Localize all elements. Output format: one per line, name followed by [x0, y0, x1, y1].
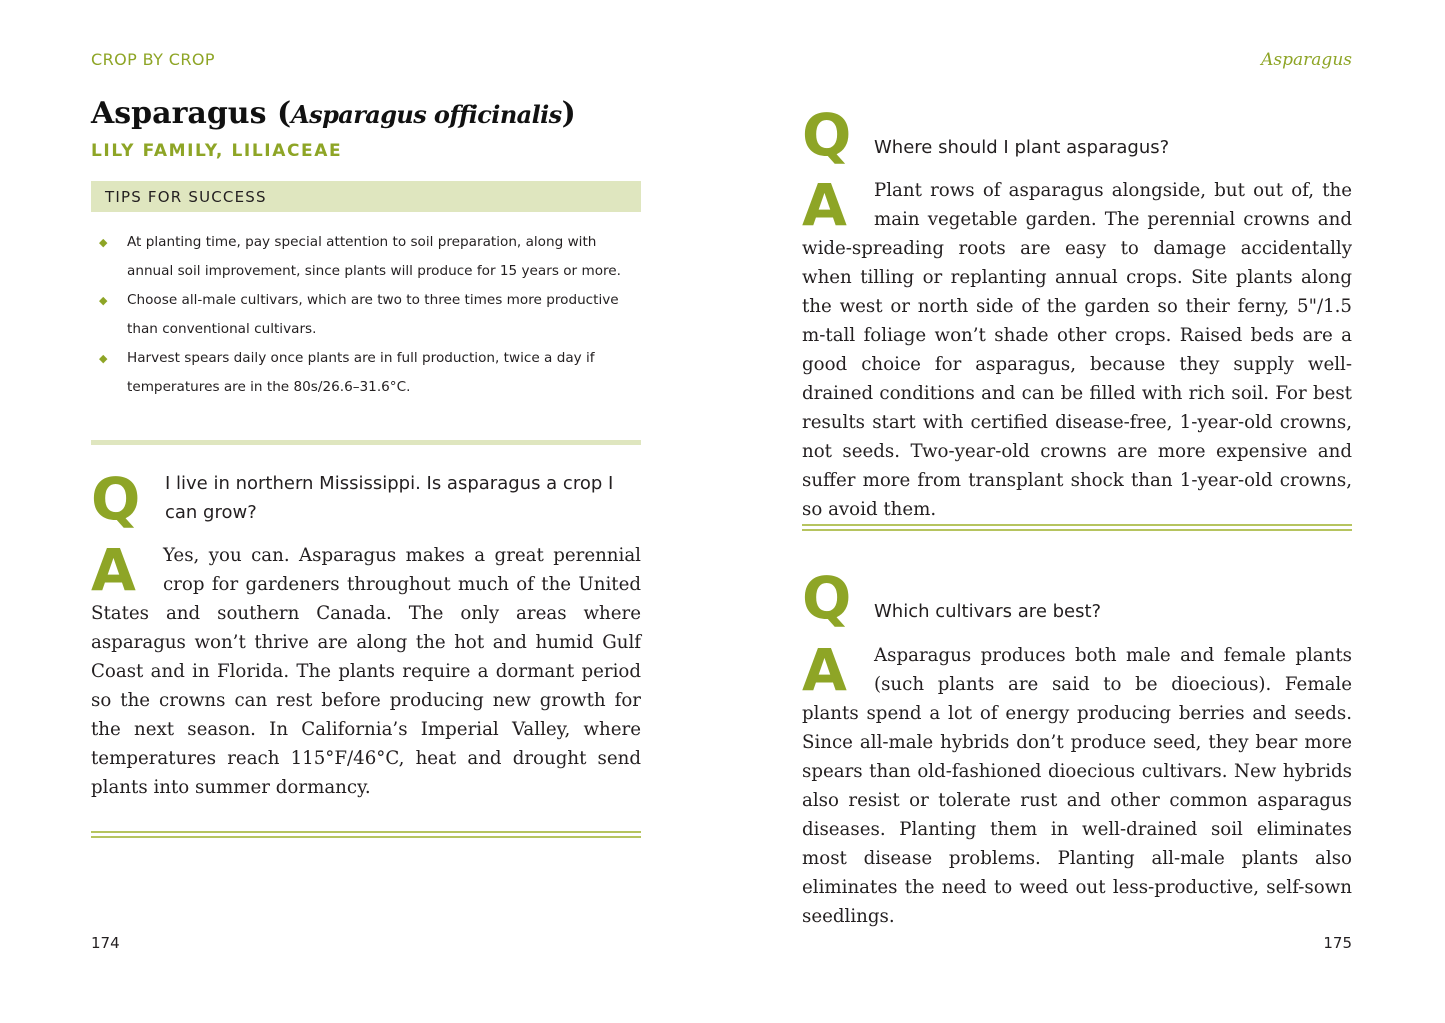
- page-number: 175: [1323, 934, 1352, 952]
- list-item: [91, 228, 641, 286]
- title-latin-name: Asparagus officinalis: [291, 100, 562, 129]
- title-close-paren: ): [561, 96, 576, 131]
- tips-bottom-rule: [91, 440, 641, 445]
- tip-text: At planting time, pay special attention to soil preparation, along with annual soil improvement, since plants will produce for 15 years or more.: [127, 234, 621, 279]
- tips-heading: TIPS FOR SUCCESS: [105, 188, 267, 206]
- diamond-bullet-icon: ◆: [99, 236, 108, 249]
- tips-list: [91, 228, 641, 402]
- question-text: Which cultivars are best?: [874, 601, 1102, 622]
- plant-family: LILY FAMILY, LILIACEAE: [91, 141, 343, 161]
- answer-marker-icon: A: [91, 536, 136, 604]
- page-number: 174: [91, 934, 120, 952]
- running-head: CROP BY CROP: [91, 50, 215, 69]
- answer-marker-icon: A: [802, 171, 847, 239]
- list-item: [91, 286, 641, 344]
- running-head: Asparagus: [1261, 50, 1352, 70]
- section-divider: [802, 524, 1352, 526]
- section-divider: [91, 831, 641, 833]
- question-text: I live in northern Mississippi. Is asparagus a crop I can grow?: [165, 473, 614, 523]
- answer-text: [91, 536, 641, 802]
- answer-marker-icon: A: [802, 636, 847, 704]
- question-marker-icon: Q: [91, 465, 141, 533]
- answer-body: Yes, you can. Asparagus makes a great perennial crop for gardeners throughout much of the United States and southern Canada. The only areas where asparagus won’t thrive are along the hot and humid Gulf Coast and in Florida. The plants require a dormant period so the crowns can rest before producing new growth for the next season. In California’s Imperial Valley, where temperatures reach 115°F/46°C, heat and drought send plants into summer dormancy.: [91, 545, 641, 798]
- section-divider: [91, 836, 641, 838]
- answer-text: [802, 171, 1352, 524]
- answer-text: [802, 636, 1352, 931]
- diamond-bullet-icon: ◆: [99, 352, 108, 365]
- answer-body: Asparagus produces both male and female plants (such plants are said to be dioecious). Female plants spend a lot of energy producing berries and seeds. Since all-male hybrids don’t produce seed, they bear more spears than old-fashioned dioecious cultivars. New hybrids also resist or tolerate rust and other common asparagus diseases. Planting them in well-drained soil eliminates most disease problems. Planting all-male plants also eliminates the need to weed out less-productive, self-sown seedlings.: [802, 645, 1352, 927]
- question-marker-icon: Q: [802, 564, 852, 632]
- tip-text: Choose all-male cultivars, which are two to three times more productive than conventional cultivars.: [127, 292, 619, 337]
- answer-body: Plant rows of asparagus alongside, but out of, the main vegetable garden. The perennial crowns and wide-spreading roots are easy to damage accidentally when tilling or replanting annual crops. Site plants along the west or north side of the garden so their ferny, 5"/1.5 m-tall foliage won’t shade other crops. Raised beds are a good choice for asparagus, because they supply well-drained conditions and can be filled with rich soil. For best results start with certified disease-free, 1-year-old crowns, not seeds. Two-year-old crowns are more expensive and suffer more from transplant shock than 1-year-old crowns, so avoid them.: [802, 180, 1352, 520]
- question-text: Where should I plant asparagus?: [874, 137, 1170, 158]
- page-title: [91, 94, 651, 135]
- tip-text: Harvest spears daily once plants are in full production, twice a day if temperatures are in the 80s/26.6–31.6°C.: [127, 350, 595, 395]
- title-common-name: Asparagus (: [91, 96, 292, 131]
- tips-header-bar: [91, 181, 641, 212]
- diamond-bullet-icon: ◆: [99, 294, 108, 307]
- question-marker-icon: Q: [802, 101, 852, 169]
- list-item: [91, 344, 641, 402]
- section-divider: [802, 529, 1352, 531]
